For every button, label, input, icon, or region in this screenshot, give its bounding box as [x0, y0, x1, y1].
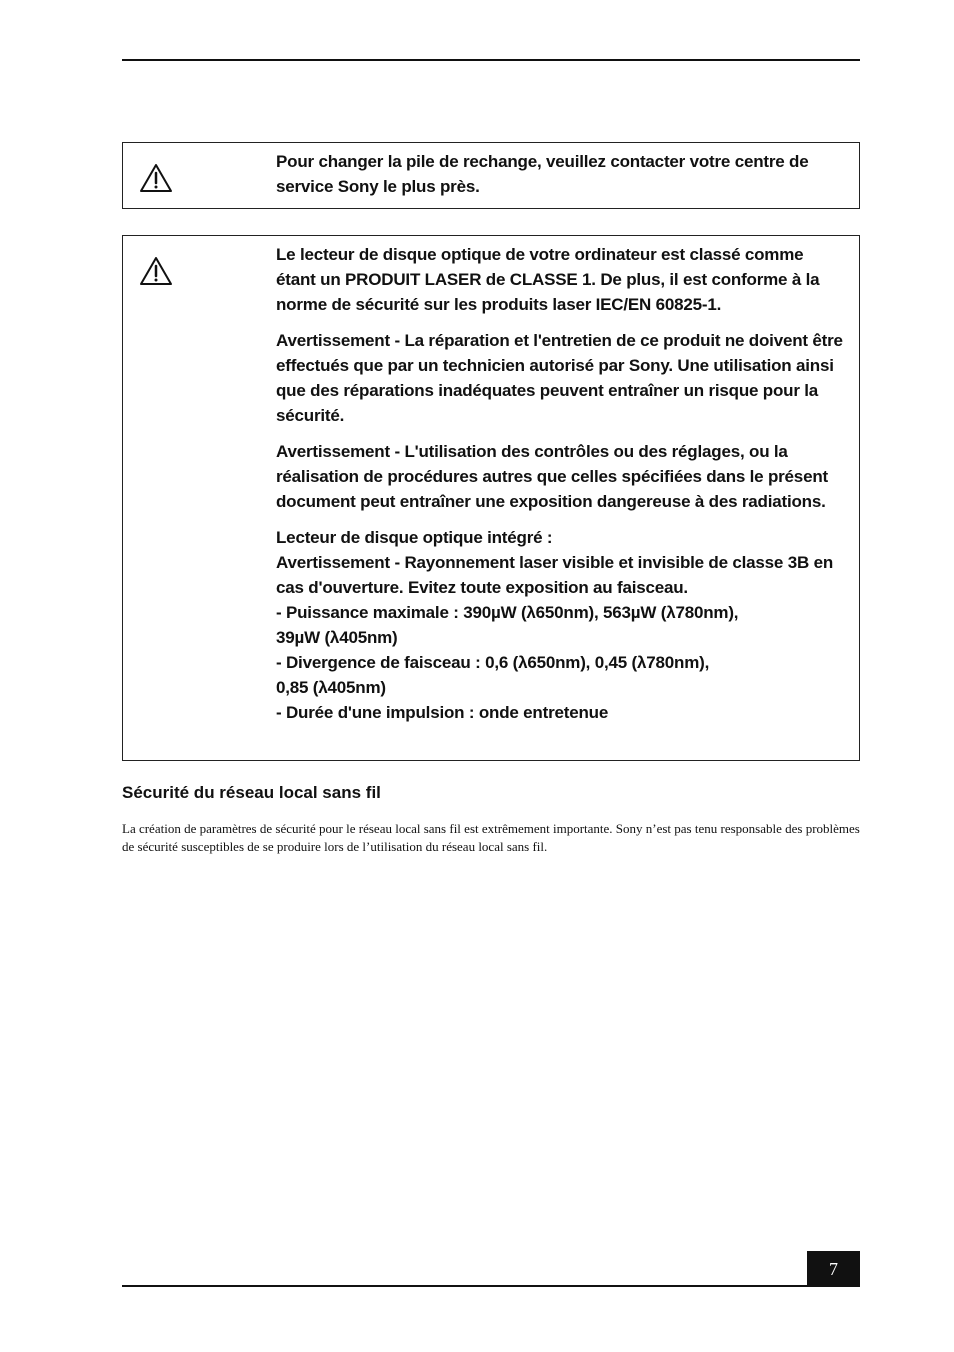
section-body: La création de paramètres de sécurité pour le réseau local sans fil est extrêmement importante. Sony n’est pas tenu responsable des problèmes de sécurité susceptibles de se produire lors de l’utilisation du réseau local sans fil.: [122, 821, 860, 854]
warning-triangle-icon: [139, 163, 173, 193]
warning-paragraph: Pour changer la pile de rechange, veuillez contacter votre centre de service Sony le plus près.: [276, 152, 809, 196]
page-number: 7: [807, 1251, 860, 1287]
warning-triangle-icon: [139, 256, 173, 286]
footer-rule: [122, 1285, 860, 1287]
header-rule: [122, 59, 860, 61]
warning-paragraph: Le lecteur de disque optique de votre ordinateur est classé comme étant un PRODUIT LASER de CLASSE 1. De plus, il est conforme à la norme de sécurité sur les produits laser IEC/EN 60825-1.: [276, 245, 820, 314]
section-heading: Sécurité du réseau local sans fil: [122, 783, 381, 802]
warning-paragraph: Avertissement - L'utilisation des contrôles ou des réglages, ou la réalisation de procédures autres que celles spécifiées dans le présent document peut entraîner une exposition dangereuse à des radiations.: [276, 442, 828, 511]
warning-paragraph: Lecteur de disque optique intégré : Avertissement - Rayonnement laser visible et invisible de classe 3B en cas d'ouverture. Evitez toute exposition au faisceau. - Puissance maximale : 390µW (λ650nm), 563µW (λ780nm), 39µW (λ405nm) - Divergence de faisceau : 0,6 (λ650nm), 0,45 (λ780nm), 0,85 (λ405nm) - Durée d'une impulsion : onde entretenue: [276, 528, 834, 722]
battery-warning-text: [276, 149, 847, 210]
battery-warning-box: [122, 142, 860, 209]
warning-paragraph: Avertissement - La réparation et l'entretien de ce produit ne doivent être effectués que par un technicien autorisé par Sony. Une utilisation ainsi que des réparations inadéquates peuvent entraîner un risque pour la sécurité.: [276, 331, 843, 425]
laser-warning-text: [276, 242, 847, 736]
laser-warning-box: [122, 235, 860, 761]
